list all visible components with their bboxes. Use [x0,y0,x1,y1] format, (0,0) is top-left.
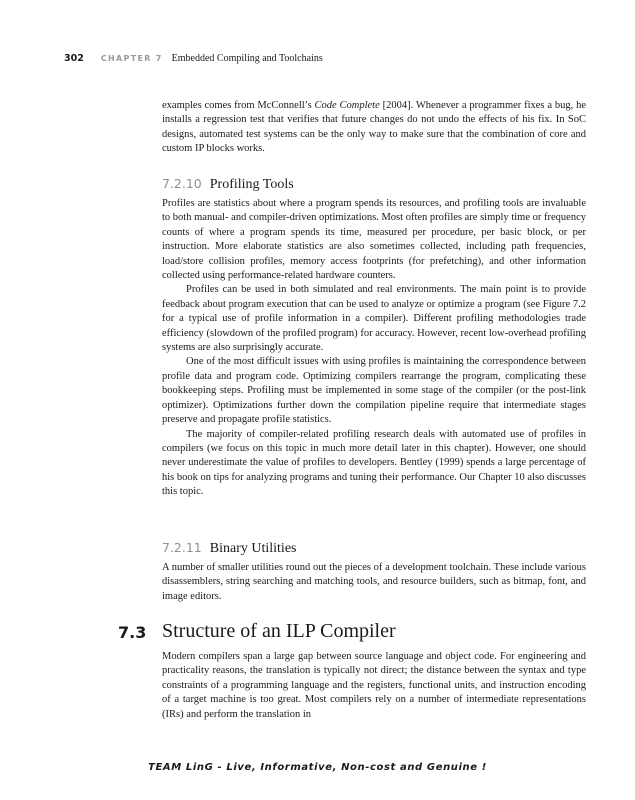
paragraph: Profiles are statistics about where a program spends its resources, and profiling tools are invaluable to both manual- and compiler-driven optimizations. Most often profiles are simply time or frequency counts of where a program spends its time, measured per procedure, per basic block, or per instruction. More elaborate statistics are also sometimes collected, including path frequencies, load/store collision profiles, memory access footprints (for prefetching), and other information collected using performance-related hardware counters. [162,198,586,282]
intro-text-after: [2004]. Whenever a programmer fixes a bug, he installs a regression test that verifies that future changes do not undo the effects of his fix. In SoC designs, automated test systems can be the only way to make sure that the combination of core and custom IP blocks works. [162,100,586,155]
book-title-italic: Code Complete [314,100,380,111]
paragraph: One of the most difficult issues with using profiles is maintaining the correspondence between profile data and program code. Optimizing compilers rearrange the program, complicating these bookkeeping steps. Profiling must be implemented in some stage of the compiler (or the post-link optimizer). Optimizations further down the compilation pipeline require that intermediate stages preserve and propagate profile statistics. [162,356,586,426]
paragraph: The majority of compiler-related profiling research deals with automated use of profiles in compilers (we focus on this topic in much more detail later in this chapter). However, one should never underestimate the value of profiles to developers. Bentley (1999) spends a large percentage of his book on tips for analyzing programs and tuning their performance. Our Chapter 10 also discusses this topic. [162,428,586,498]
subsection-title: Binary Utilities [209,541,297,556]
binary-body [162,561,586,604]
subsection-number: 7.2.10 [162,176,202,191]
section-title: Structure of an ILP Compiler [162,620,396,642]
paragraph: Profiles can be used in both simulated and real environments. The main point is to provide feedback about program execution that can be used to analyze or optimize a program (see Figure 7.2 for a typical use of profile information in a compiler). Different profiling methodologies trade efficiency (slowdown of the profiled program) for accuracy. However, recent low-overhead profiling systems are also surprisingly accurate. [162,284,586,354]
intro-text-before: examples comes from McConnell’s [162,100,315,111]
page-number: 302 [64,53,84,64]
subsection-title: Profiling Tools [209,177,294,192]
subsection-heading-profiling [162,173,294,193]
subsection-heading-binary [162,537,296,557]
subsection-number: 7.2.11 [162,540,202,555]
running-head [64,53,323,64]
intro-block [162,99,586,157]
chapter-title: Embedded Compiling and Toolchains [171,53,323,64]
paragraph: Modern compilers span a large gap between source language and object code. For engineering and practicality reasons, the translation is typically not direct; the distance between the syntax and type constraints of a programming language and the registers, functional units, and instruction encoding of a target machine is too great. Most compilers rely on a number of intermediate representations (IRs) and perform the translation in [162,651,586,720]
chapter-label: CHAPTER 7 [100,54,163,63]
footer-watermark: TEAM LinG - Live, Informative, Non-cost and Genuine ! [148,762,487,773]
intro-paragraph [162,99,586,157]
profiling-body [162,197,586,500]
ilp-body [162,650,586,722]
paragraph: A number of smaller utilities round out the pieces of a development toolchain. These include various disassemblers, string searching and matching tools, and resource builders, such as bitmap, font, and image editors. [162,562,586,602]
section-number: 7.3 [118,623,147,642]
